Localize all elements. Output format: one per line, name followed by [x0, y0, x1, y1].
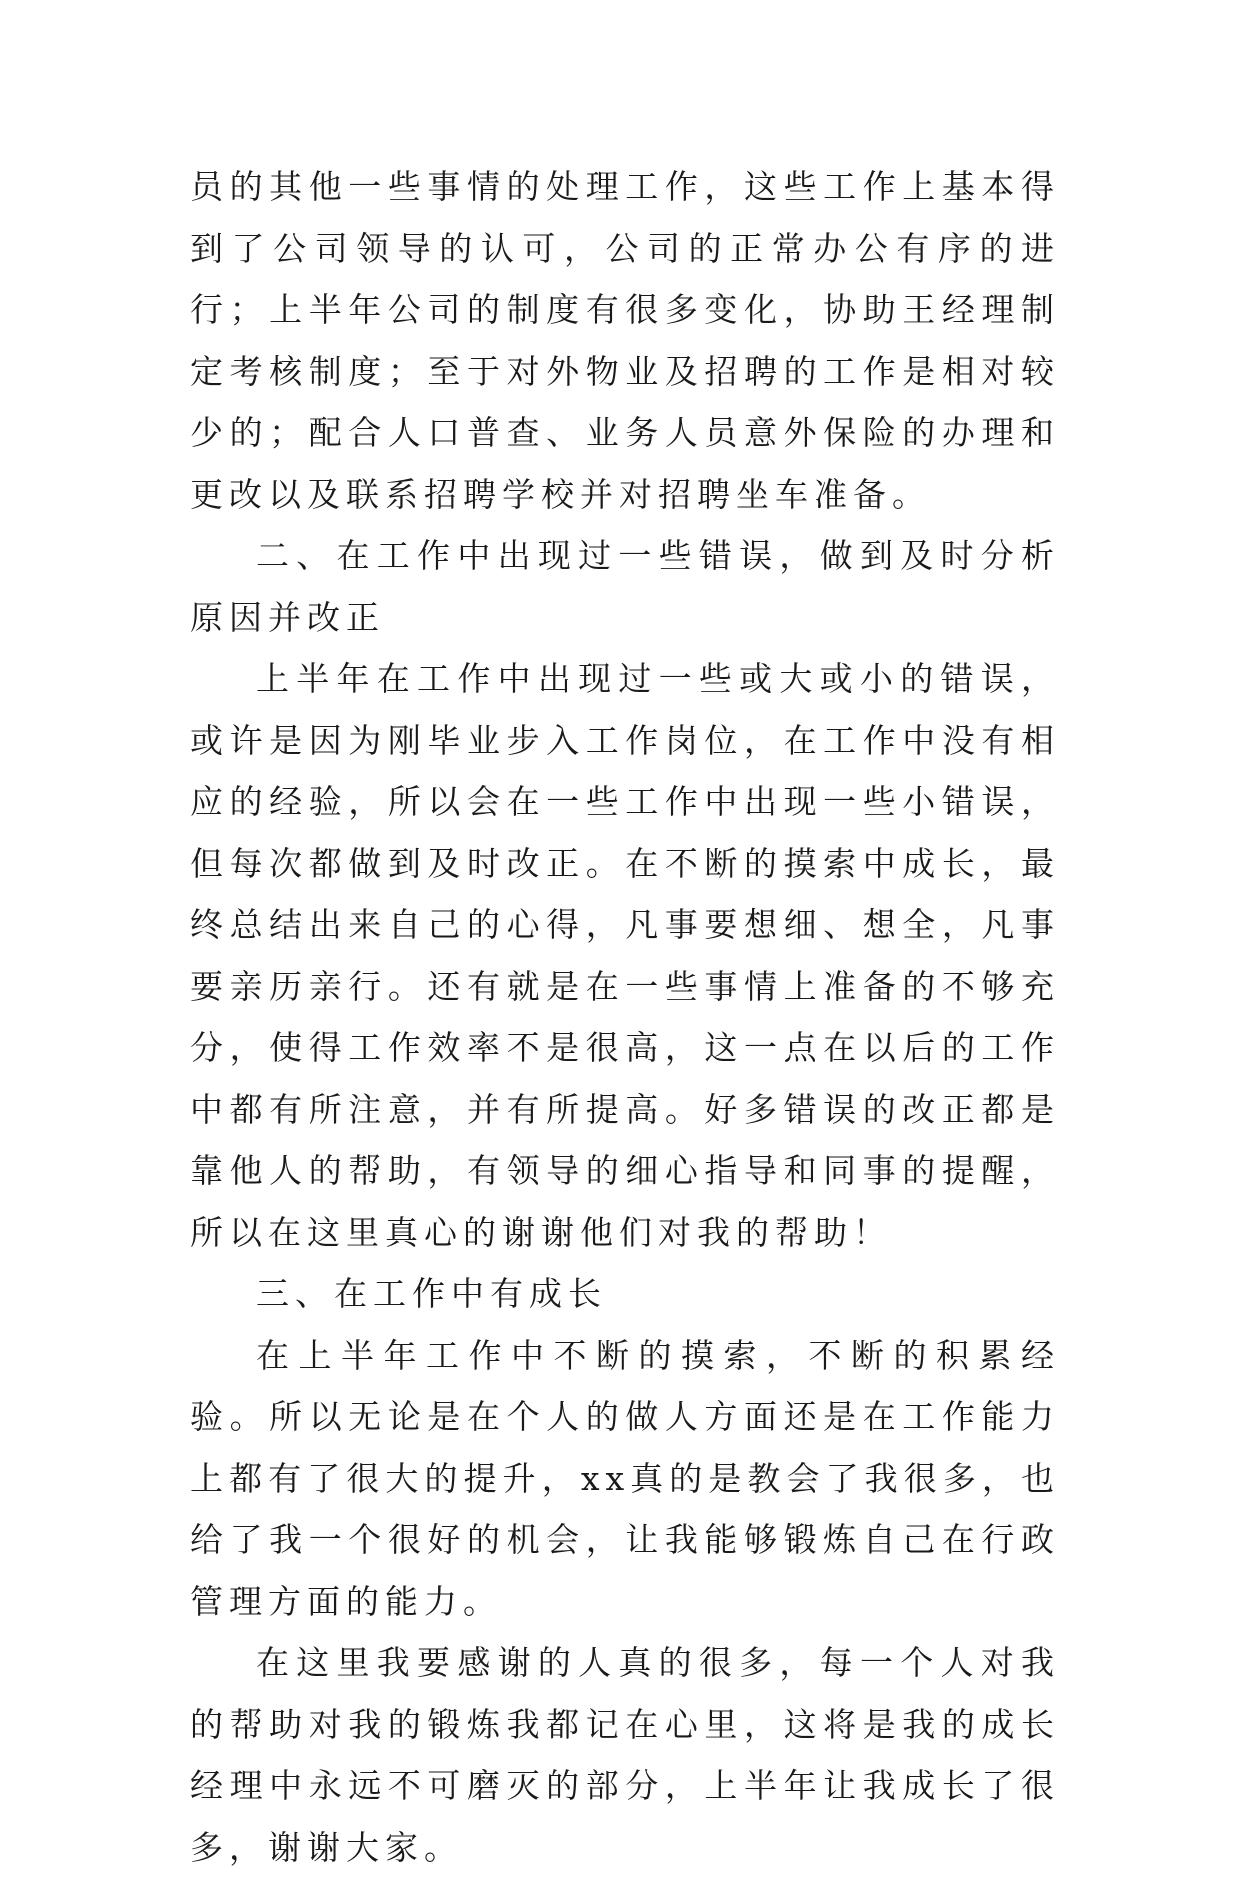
paragraph-thanks: 在这里我要感谢的人真的很多，每一个人对我的帮助对我的锻炼我都记在心里，这将是我的成长经理中永远不可磨灭的部分，上半年让我成长了很多，谢谢大家。 [190, 1643, 1060, 1867]
paragraph-growth: 在上半年工作中不断的摸索，不断的积累经验。所以无论是在个人的做人方面还是在工作能力上都有了很大的提升，xx真的是教会了我很多，也给了我一个很好的机会，让我能够锻炼自己在行政管理方面的能力。 [190, 1335, 1060, 1621]
paragraph-errors: 上半年在工作中出现过一些或大或小的错误，或许是因为刚毕业步入工作岗位，在工作中没有相应的经验，所以会在一些工作中出现一些小错误，但每次都做到及时改正。在不断的摸索中成长，最终总结出来自己的心得，凡事要想细、想全，凡事要亲历亲行。还有就是在一些事情上准备的不够充分，使得工作效率不是很高，这一点在以后的工作中都有所注意，并有所提高。好多错误的改正都是靠他人的帮助，有领导的细心指导和同事的提醒，所以在这里真心的谢谢他们对我的帮助！ [190, 659, 1060, 1252]
section-heading-2: 二、在工作中出现过一些错误，做到及时分析原因并改正 [190, 536, 1060, 637]
paragraph-continuation: 员的其他一些事情的处理工作，这些工作上基本得到了公司领导的认可，公司的正常办公有序的进行；上半年公司的制度有很多变化，协助王经理制定考核制度；至于对外物业及招聘的工作是相对较少的；配合人口普查、业务人员意外保险的办理和更改以及联系招聘学校并对招聘坐车准备。 [190, 167, 1060, 514]
section-heading-3: 三、在工作中有成长 [256, 1274, 607, 1313]
document-body [190, 156, 1060, 1878]
